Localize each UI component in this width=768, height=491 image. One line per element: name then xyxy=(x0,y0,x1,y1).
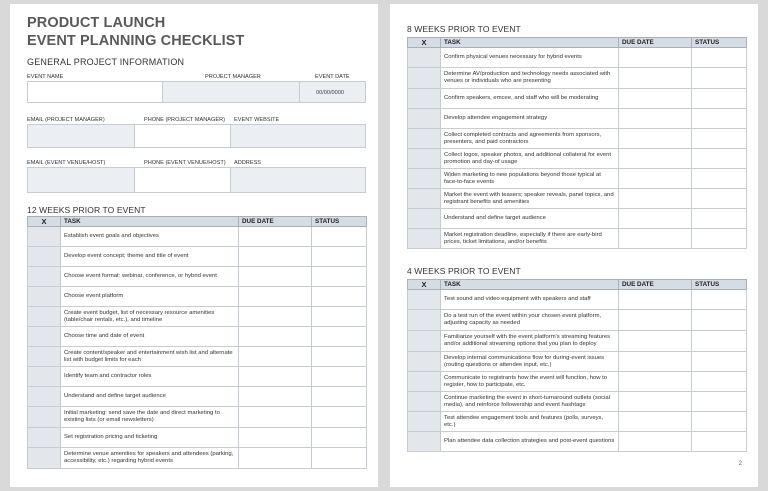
due-date-cell[interactable] xyxy=(239,287,312,307)
task-text: Communicate to registrants how the event will function, how to register, how to participate, etc. xyxy=(441,372,619,392)
status-cell[interactable] xyxy=(692,209,747,229)
task-checkbox-cell[interactable] xyxy=(408,372,441,392)
task-row xyxy=(408,331,747,352)
phone-venue-field[interactable] xyxy=(134,167,231,193)
task-row xyxy=(28,287,367,307)
task-checkbox-cell[interactable] xyxy=(408,169,441,189)
due-date-cell[interactable] xyxy=(619,372,692,392)
x-column-header: X xyxy=(28,217,61,227)
due-date-cell[interactable] xyxy=(619,189,692,209)
due-date-cell[interactable] xyxy=(619,331,692,352)
task-row xyxy=(28,227,367,247)
task-checkbox-cell[interactable] xyxy=(28,347,61,367)
task-checkbox-cell[interactable] xyxy=(408,109,441,129)
task-text: Confirm physical venues necessary for hybrid events xyxy=(441,48,619,68)
task-checkbox-cell[interactable] xyxy=(408,392,441,412)
due-date-cell[interactable] xyxy=(239,307,312,327)
task-text: Set registration pricing and ticketing xyxy=(61,428,239,448)
status-cell[interactable] xyxy=(312,387,367,407)
task-checkbox-cell[interactable] xyxy=(408,209,441,229)
status-cell[interactable] xyxy=(692,68,747,89)
task-row xyxy=(28,387,367,407)
task-text: Identify team and contractor roles xyxy=(61,367,239,387)
due-date-cell[interactable] xyxy=(239,387,312,407)
status-column-header: STATUS xyxy=(312,217,367,227)
task-checkbox-cell[interactable] xyxy=(408,149,441,169)
task-text: Choose time and date of event xyxy=(61,327,239,347)
task-row xyxy=(28,267,367,287)
due-date-cell[interactable] xyxy=(239,448,312,469)
task-row xyxy=(408,89,747,109)
page-number: 2 xyxy=(738,461,742,467)
status-cell[interactable] xyxy=(312,407,367,428)
event-name-label: EVENT NAME xyxy=(27,74,64,80)
checklist-table-12-weeks xyxy=(27,216,367,469)
task-row xyxy=(408,48,747,68)
task-checkbox-cell[interactable] xyxy=(28,227,61,247)
task-checkbox-cell[interactable] xyxy=(28,448,61,469)
task-text: Determine AV/production and technology needs associated with venues or individuals who are presenting xyxy=(441,68,619,89)
status-cell[interactable] xyxy=(312,307,367,327)
task-row xyxy=(408,290,747,310)
task-checkbox-cell[interactable] xyxy=(408,48,441,68)
event-name-field[interactable] xyxy=(27,81,163,103)
due-date-column-header: DUE DATE xyxy=(619,38,692,48)
email-venue-label: EMAIL (EVENT VENUE/HOST) xyxy=(27,160,106,166)
task-checkbox-cell[interactable] xyxy=(408,89,441,109)
task-text: Develop event concept; theme and title of event xyxy=(61,247,239,267)
status-cell[interactable] xyxy=(312,287,367,307)
task-text: Market the event with teasers; speaker reveals, panel topics, and registrant benefits and amenities xyxy=(441,189,619,209)
status-cell[interactable] xyxy=(692,169,747,189)
status-column-header: STATUS xyxy=(692,38,747,48)
due-date-column-header: DUE DATE xyxy=(619,280,692,290)
section-4-weeks-title: 4 WEEKS PRIOR TO EVENT xyxy=(407,266,521,276)
event-website-field[interactable] xyxy=(230,124,366,148)
task-row xyxy=(28,327,367,347)
task-row xyxy=(408,310,747,331)
status-cell[interactable] xyxy=(692,372,747,392)
task-row xyxy=(28,247,367,267)
task-column-header: TASK xyxy=(441,280,619,290)
email-venue-field[interactable] xyxy=(27,167,135,193)
task-text: Confirm speakers, emcee, and staff who will be moderating xyxy=(441,89,619,109)
task-row xyxy=(408,372,747,392)
general-info-heading: GENERAL PROJECT INFORMATION xyxy=(27,57,185,67)
task-row xyxy=(408,412,747,432)
task-row xyxy=(408,189,747,209)
task-text: Plan attendee data collection strategies and post-event questions xyxy=(441,432,619,452)
project-manager-field[interactable] xyxy=(162,81,300,103)
task-column-header: TASK xyxy=(441,38,619,48)
task-text: Choose event platform xyxy=(61,287,239,307)
status-cell[interactable] xyxy=(692,229,747,249)
task-checkbox-cell[interactable] xyxy=(28,247,61,267)
task-checkbox-cell[interactable] xyxy=(408,352,441,372)
task-text: Widen marketing to new populations beyond those typical at face-to-face events xyxy=(441,169,619,189)
task-column-header: TASK xyxy=(61,217,239,227)
phone-pm-field[interactable] xyxy=(134,124,231,148)
task-text: Test sound and video equipment with speakers and staff xyxy=(441,290,619,310)
event-date-label: EVENT DATE xyxy=(315,74,350,80)
due-date-cell[interactable] xyxy=(619,229,692,249)
task-text: Collect logos, speaker photos, and additional collateral for event promotion and day-of usage xyxy=(441,149,619,169)
status-cell[interactable] xyxy=(312,327,367,347)
due-date-cell[interactable] xyxy=(239,267,312,287)
task-checkbox-cell[interactable] xyxy=(408,129,441,149)
status-cell[interactable] xyxy=(692,109,747,129)
due-date-cell[interactable] xyxy=(239,247,312,267)
task-checkbox-cell[interactable] xyxy=(408,229,441,249)
due-date-cell[interactable] xyxy=(619,48,692,68)
task-checkbox-cell[interactable] xyxy=(408,189,441,209)
phone-venue-label: PHONE (EVENT VENUE/HOST) xyxy=(144,160,226,166)
task-checkbox-cell[interactable] xyxy=(28,287,61,307)
status-cell[interactable] xyxy=(692,352,747,372)
task-checkbox-cell[interactable] xyxy=(28,387,61,407)
address-label: ADDRESS xyxy=(234,160,262,166)
task-text: Collect completed contracts and agreements from sponsors, presenters, and paid contractors xyxy=(441,129,619,149)
due-date-cell[interactable] xyxy=(619,310,692,331)
status-cell[interactable] xyxy=(692,129,747,149)
status-cell[interactable] xyxy=(312,448,367,469)
checklist-page-2 xyxy=(390,4,758,487)
task-checkbox-cell[interactable] xyxy=(28,428,61,448)
status-cell[interactable] xyxy=(312,428,367,448)
due-date-cell[interactable] xyxy=(619,68,692,89)
task-checkbox-cell[interactable] xyxy=(28,327,61,347)
due-date-column-header: DUE DATE xyxy=(239,217,312,227)
task-text: Initial marketing: send save the date and direct marketing to existing lists (or email newsletters) xyxy=(61,407,239,428)
event-date-value: 00/00/0000 xyxy=(316,90,344,96)
event-website-label: EVENT WEBSITE xyxy=(234,117,280,123)
task-row xyxy=(408,149,747,169)
task-row xyxy=(28,367,367,387)
task-checkbox-cell[interactable] xyxy=(408,68,441,89)
due-date-cell[interactable] xyxy=(239,227,312,247)
status-cell[interactable] xyxy=(312,227,367,247)
task-text: Determine venue amenities for speakers and attendees (parking, accessibility, etc.) regarding hybrid events xyxy=(61,448,239,469)
task-row xyxy=(408,209,747,229)
status-cell[interactable] xyxy=(312,367,367,387)
task-checkbox-cell[interactable] xyxy=(28,307,61,327)
task-checkbox-cell[interactable] xyxy=(408,432,441,452)
status-cell[interactable] xyxy=(692,310,747,331)
task-row xyxy=(408,352,747,372)
task-checkbox-cell[interactable] xyxy=(28,367,61,387)
due-date-cell[interactable] xyxy=(239,347,312,367)
task-row xyxy=(28,428,367,448)
status-cell[interactable] xyxy=(692,331,747,352)
status-cell[interactable] xyxy=(692,89,747,109)
section-8-weeks-title: 8 WEEKS PRIOR TO EVENT xyxy=(407,24,521,34)
task-row xyxy=(408,229,747,249)
email-pm-label: EMAIL (PROJECT MANAGER) xyxy=(27,117,105,123)
task-text: Continue marketing the event in short-turnaround outlets (social media), and reinforce followership and event hashtags xyxy=(441,392,619,412)
task-row xyxy=(408,129,747,149)
checklist-table-4-weeks xyxy=(407,279,747,452)
due-date-cell[interactable] xyxy=(619,412,692,432)
task-checkbox-cell[interactable] xyxy=(408,412,441,432)
status-cell[interactable] xyxy=(692,149,747,169)
title-line-2: EVENT PLANNING CHECKLIST xyxy=(27,33,245,49)
checklist-page-1 xyxy=(10,4,378,487)
status-cell[interactable] xyxy=(312,347,367,367)
task-text: Choose event format: webinar, conference, or hybrid event xyxy=(61,267,239,287)
phone-pm-label: PHONE (PROJECT MANAGER) xyxy=(144,117,226,123)
task-text: Test attendee engagement tools and features (polls, surveys, etc.) xyxy=(441,412,619,432)
task-row xyxy=(28,448,367,469)
task-text: Create content/speaker and entertainment wish list and alternate list with budget limits for each xyxy=(61,347,239,367)
due-date-cell[interactable] xyxy=(239,428,312,448)
due-date-cell[interactable] xyxy=(619,169,692,189)
due-date-cell[interactable] xyxy=(619,149,692,169)
task-text: Understand and define target audience xyxy=(61,387,239,407)
due-date-cell[interactable] xyxy=(619,109,692,129)
due-date-cell[interactable] xyxy=(239,327,312,347)
status-cell[interactable] xyxy=(692,290,747,310)
task-row xyxy=(408,432,747,452)
task-text: Establish event goals and objectives xyxy=(61,227,239,247)
section-12-weeks-title: 12 WEEKS PRIOR TO EVENT xyxy=(27,205,146,215)
status-column-header: STATUS xyxy=(692,280,747,290)
checklist-table-8-weeks xyxy=(407,37,747,249)
status-cell[interactable] xyxy=(312,267,367,287)
task-row xyxy=(28,407,367,428)
task-row xyxy=(408,109,747,129)
task-checkbox-cell[interactable] xyxy=(408,290,441,310)
email-pm-field[interactable] xyxy=(27,124,135,148)
due-date-cell[interactable] xyxy=(239,407,312,428)
address-field[interactable] xyxy=(230,167,366,193)
task-row xyxy=(28,347,367,367)
task-checkbox-cell[interactable] xyxy=(408,331,441,352)
task-text: Do a test run of the event within your chosen event platform, adjusting capacity as needed xyxy=(441,310,619,331)
task-row xyxy=(408,169,747,189)
due-date-cell[interactable] xyxy=(619,290,692,310)
due-date-cell[interactable] xyxy=(619,129,692,149)
status-cell[interactable] xyxy=(692,189,747,209)
status-cell[interactable] xyxy=(692,432,747,452)
x-column-header: X xyxy=(408,280,441,290)
due-date-cell[interactable] xyxy=(619,432,692,452)
due-date-cell[interactable] xyxy=(239,367,312,387)
task-text: Create event budget, list of necessary resource amenities (table/chair rentals, etc.), and timeline xyxy=(61,307,239,327)
task-text: Develop attendee engagement strategy xyxy=(441,109,619,129)
due-date-cell[interactable] xyxy=(619,89,692,109)
page-title xyxy=(27,14,245,50)
due-date-cell[interactable] xyxy=(619,352,692,372)
task-text: Market registration deadline, especially if there are early-bird prices, ticket limitations, and/or benefits xyxy=(441,229,619,249)
due-date-cell[interactable] xyxy=(619,209,692,229)
status-cell[interactable] xyxy=(692,392,747,412)
task-text: Develop internal communications flow for during-event issues (routing questions or attendee input, etc.) xyxy=(441,352,619,372)
task-text: Understand and define target audience xyxy=(441,209,619,229)
project-manager-label: PROJECT MANAGER xyxy=(205,74,261,80)
task-text: Familiarize yourself with the event platform's streaming features and/or additional streaming options that you plan to deploy xyxy=(441,331,619,352)
task-checkbox-cell[interactable] xyxy=(408,310,441,331)
task-row xyxy=(28,307,367,327)
task-row xyxy=(408,68,747,89)
x-column-header: X xyxy=(408,38,441,48)
task-row xyxy=(408,392,747,412)
task-checkbox-cell[interactable] xyxy=(28,407,61,428)
status-cell[interactable] xyxy=(692,412,747,432)
task-checkbox-cell[interactable] xyxy=(28,267,61,287)
status-cell[interactable] xyxy=(312,247,367,267)
status-cell[interactable] xyxy=(692,48,747,68)
due-date-cell[interactable] xyxy=(619,392,692,412)
title-line-1: PRODUCT LAUNCH xyxy=(27,15,166,31)
